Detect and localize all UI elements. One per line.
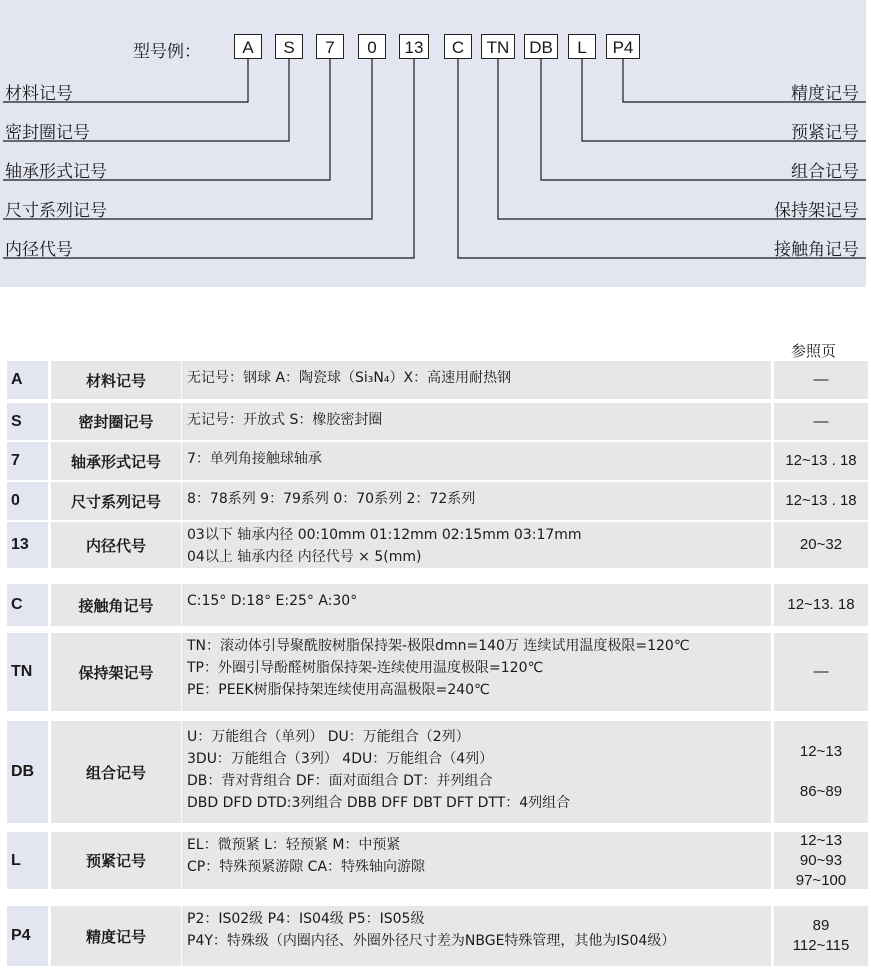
label-preload: 预紧记号 — [791, 123, 859, 143]
row-name-cell — [51, 403, 181, 440]
row-description-line: 03以下 轴承内径 00:10mm 01:12mm 02:15mm 03:17mm — [187, 527, 582, 543]
row-description-cell — [182, 633, 771, 711]
row-name: 内径代号 — [85, 536, 146, 555]
label-size: 尺寸系列记号 — [5, 201, 107, 221]
row-name: 密封圈记号 — [78, 413, 154, 431]
row-code-cell — [7, 721, 48, 823]
row-ref-cell — [774, 584, 868, 626]
row-code-cell — [7, 906, 48, 966]
row-ref-cell — [774, 633, 868, 711]
row-ref-cell — [774, 482, 868, 520]
row-ref-page: 90~93 — [799, 851, 843, 869]
row-description-cell — [182, 584, 771, 626]
row-description-line: 7：单列角接触球轴承 — [187, 451, 322, 467]
row-code-cell — [7, 584, 48, 626]
row-ref-cell — [774, 522, 868, 568]
row-name: 预紧记号 — [85, 852, 146, 870]
code-box-bore: 13 — [399, 34, 429, 59]
row-code-cell — [7, 361, 48, 399]
row-ref-cell — [774, 721, 868, 823]
row-ref-page: 20~32 — [799, 536, 843, 553]
row-code-cell — [7, 482, 48, 520]
row-name: 材料记号 — [85, 371, 146, 390]
code-box-cage: TN — [481, 34, 515, 59]
row-ref-page: — — [813, 412, 829, 430]
label-cage: 保持架记号 — [774, 201, 859, 221]
row-ref-page: 97~100 — [795, 871, 847, 889]
row-ref-cell — [774, 906, 868, 966]
code-box-size: 0 — [358, 34, 386, 59]
row-name: 尺寸系列记号 — [70, 492, 161, 511]
row-description-line: EL：微预紧 L：轻预紧 M：中预紧 — [187, 837, 401, 853]
row-description-cell — [182, 403, 771, 440]
code-box-seal: S — [275, 34, 303, 59]
ref-page-header: 参照页 — [791, 342, 837, 360]
row-code: S — [11, 412, 22, 430]
row-code: 13 — [11, 536, 29, 553]
row-name: 轴承形式记号 — [70, 452, 161, 471]
row-ref-page: 12~13 . 18 — [785, 492, 857, 509]
row-description-line: C:15° D:18° E:25° A:30° — [187, 593, 358, 609]
row-code: L — [11, 851, 21, 869]
row-ref-page: — — [813, 663, 829, 680]
code-box-type: 7 — [316, 34, 344, 59]
row-description-line: DB：背对背组合 DF：面对面组合 DT：并列组合 — [187, 773, 493, 789]
label-contact: 接触角记号 — [774, 240, 859, 260]
row-name-cell — [51, 584, 181, 626]
row-description-cell — [182, 832, 771, 889]
row-description-line: U：万能组合（单列） DU：万能组合（2列） — [187, 729, 470, 745]
leader-lines — [0, 0, 866, 287]
label-type: 轴承形式记号 — [5, 162, 107, 182]
row-code-cell — [7, 403, 48, 440]
row-description-line: 04以上 轴承内径 内径代号 × 5(mm) — [187, 549, 422, 565]
row-ref-page: 112~115 — [792, 937, 850, 954]
row-ref-page: 12~13 — [799, 743, 843, 760]
code-box-combination: DB — [524, 34, 558, 59]
label-material: 材料记号 — [5, 84, 73, 104]
row-code: C — [11, 596, 23, 613]
row-description-line: 3DU：万能组合（3列） 4DU：万能组合（4列） — [187, 751, 494, 767]
row-ref-cell — [774, 442, 868, 480]
row-description-line: 无记号：钢球 A：陶瓷球（Si₃N₄）X：高速用耐热钢 — [187, 370, 512, 386]
row-name: 接触角记号 — [78, 596, 154, 615]
row-description-line: PE：PEEK树脂保持架连续使用高温极限=240℃ — [187, 682, 490, 698]
row-ref-cell — [774, 361, 868, 399]
row-name-cell — [51, 442, 181, 480]
row-name: 组合记号 — [85, 763, 146, 782]
row-description-cell — [182, 482, 771, 520]
row-ref-page: 86~89 — [799, 783, 843, 800]
row-description-line: P2：IS02级 P4：IS04级 P5：IS05级 — [187, 911, 425, 927]
designation-diagram — [0, 0, 866, 287]
label-combination: 组合记号 — [791, 162, 859, 182]
row-name-cell — [51, 633, 181, 711]
row-name-cell — [51, 482, 181, 520]
row-code: P4 — [11, 927, 31, 944]
row-name-cell — [51, 721, 181, 823]
row-code: TN — [11, 663, 33, 680]
row-code: A — [11, 371, 23, 388]
row-name-cell — [51, 522, 181, 568]
row-code-cell — [7, 633, 48, 711]
row-description-line: DBD DFD DTD:3列组合 DBB DFF DBT DFT DTT：4列组合 — [187, 795, 571, 811]
code-box-accuracy: P4 — [606, 34, 640, 59]
code-box-preload: L — [568, 34, 596, 59]
row-ref-page: — — [813, 371, 829, 388]
row-ref-page: 12~13. 18 — [787, 596, 855, 613]
row-ref-page: 89 — [812, 917, 830, 934]
row-ref-cell — [774, 832, 868, 889]
row-code-cell — [7, 832, 48, 889]
row-ref-page: 12~13 — [799, 831, 843, 849]
row-description-line: P4Y：特殊级（内圈内径、外圈外径尺寸差为NBGE特殊管理，其他为IS04级） — [187, 933, 676, 949]
row-description-line: 无记号：开放式 S：橡胶密封圈 — [187, 412, 383, 428]
row-name-cell — [51, 832, 181, 889]
row-description-line: TN：滚动体引导聚酰胺树脂保持架-极限dmn=140万 连续试用温度极限=120℃ — [187, 638, 690, 654]
row-code-cell — [7, 442, 48, 480]
example-label: 型号例： — [133, 42, 201, 62]
label-seal: 密封圈记号 — [5, 123, 90, 143]
row-description-line: 8：78系列 9：79系列 0：70系列 2：72系列 — [187, 491, 476, 507]
row-code: 0 — [11, 492, 20, 509]
code-box-contact: C — [444, 34, 472, 59]
code-box-material: A — [234, 34, 262, 59]
row-code: DB — [11, 763, 35, 780]
row-name: 保持架记号 — [78, 663, 154, 682]
row-description-cell — [182, 721, 771, 823]
label-bore: 内径代号 — [5, 240, 73, 260]
row-ref-page: 12~13 . 18 — [785, 452, 857, 469]
row-code-cell — [7, 522, 48, 568]
row-description-cell — [182, 361, 771, 399]
row-code: 7 — [11, 452, 20, 469]
row-description-cell — [182, 522, 771, 568]
row-name: 精度记号 — [85, 927, 146, 946]
row-description-cell — [182, 906, 771, 966]
row-name-cell — [51, 361, 181, 399]
row-description-line: TP：外圈引导酚醛树脂保持架-连续使用温度极限=120℃ — [187, 660, 544, 676]
row-ref-cell — [774, 403, 868, 440]
label-accuracy: 精度记号 — [791, 84, 859, 104]
row-name-cell — [51, 906, 181, 966]
row-description-cell — [182, 442, 771, 480]
row-description-line: CP：特殊预紧游隙 CA：特殊轴向游隙 — [187, 859, 426, 875]
